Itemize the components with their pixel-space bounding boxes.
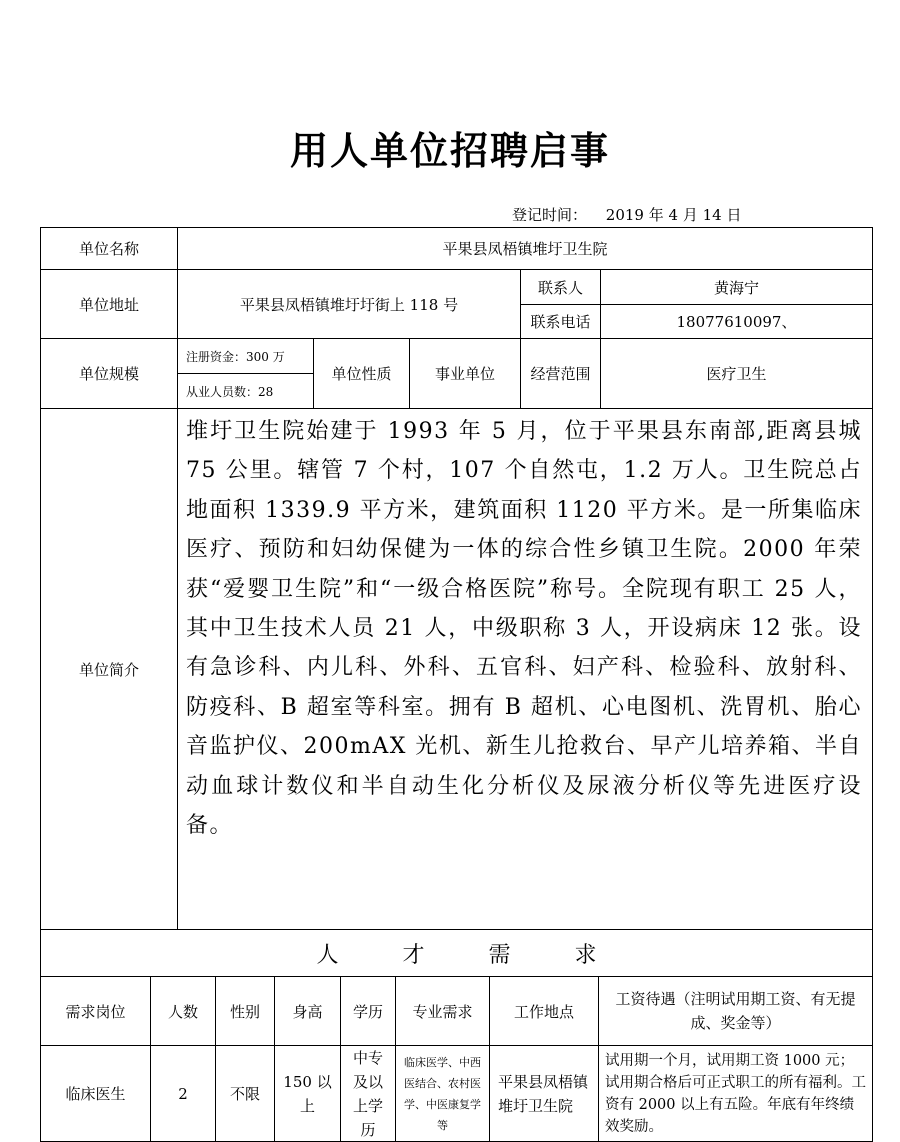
header-education: 学历 <box>352 1002 383 1021</box>
header-position: 需求岗位 <box>65 1002 126 1021</box>
business-scope-label: 经营范围 <box>530 365 591 383</box>
row-gender: 不限 <box>229 1085 260 1103</box>
header-gender: 性别 <box>229 1002 260 1021</box>
unit-scale-label: 单位规模 <box>78 365 139 383</box>
header-salary: 工资待遇（注明试用期工资、有无提成、奖金等） <box>615 990 856 1032</box>
unit-name-label: 单位名称 <box>78 240 139 258</box>
staff-count: 从业人员数：28 <box>186 384 274 399</box>
needs-title-char: 求 <box>574 942 597 968</box>
page-title: 用人单位招聘启事 <box>289 128 610 173</box>
contact-value: 黄海宁 <box>713 278 759 297</box>
talent-needs-title <box>41 930 872 976</box>
needs-title-char: 需 <box>488 942 511 968</box>
contact-label: 联系人 <box>537 278 583 297</box>
row-count: 2 <box>178 1084 188 1103</box>
unit-nature-label: 单位性质 <box>331 365 392 383</box>
unit-address-label: 单位地址 <box>78 295 139 314</box>
header-location: 工作地点 <box>513 1002 574 1021</box>
header-height: 身高 <box>292 1002 323 1021</box>
registered-capital: 注册资金：300 万 <box>186 349 285 364</box>
register-time-value: 2019 年 4 月 14 日 <box>605 206 742 224</box>
row-location: 平果县凤梧镇堆圩卫生院 <box>498 1072 589 1115</box>
phone-value: 18077610097、 <box>676 313 797 331</box>
unit-intro-text: 堆圩卫生院始建于 1993 年 5 月，位于平果县东南部,距离县城 75 公里。辖管 7 个村，107 个自然屯，1.2 万人。卫生院总占地面积 1339.9 平方米，建筑面积 1120 平方米。是一所集临床医疗、预防和妇幼保健为一体的综合性乡镇卫生院。2000 年荣获“爱婴卫生院”和“一级合格医院”称号。全院现有职工 25 人，其中卫生技术人员 21 人，中级职称 3 人，开设病床 12 张。设有急诊科、内儿科、外科、五官科、妇产科、检验科、放射科、防疫科、B 超室等科室。拥有 B 超机、心电图机、洗胃机、胎心音监护仪、200mAX 光机、新生儿抢救台、早产儿培养箱、半自动血球计数仪和半自动生化分析仪及尿液分析仪等先进医疗设备。 <box>186 419 862 839</box>
header-count: 人数 <box>167 1002 198 1021</box>
business-scope-value: 医疗卫生 <box>706 365 767 383</box>
header-major: 专业需求 <box>412 1002 473 1021</box>
unit-nature-value: 事业单位 <box>434 365 495 383</box>
unit-intro-label: 单位简介 <box>78 660 139 679</box>
register-time-label: 登记时间： <box>512 206 588 224</box>
row-education: 中专及以上学历 <box>352 1048 383 1139</box>
unit-address-value: 平果县凤梧镇堆圩圩街上 118 号 <box>239 295 459 314</box>
row-position: 临床医生 <box>65 1085 126 1103</box>
needs-title-char: 才 <box>402 942 425 968</box>
row-salary: 试用期一个月，试用期工资 1000 元；试用期合格后可正式职工的所有福利。工资有 2000 以上有五险。年底有年终绩效奖励。 <box>605 1052 866 1135</box>
unit-name-value: 平果县凤梧镇堆圩卫生院 <box>442 240 608 258</box>
phone-label: 联系电话 <box>530 313 591 331</box>
row-major: 临床医学、中西医结合、农村医学、中医康复学等 <box>404 1055 481 1132</box>
needs-title-char: 人 <box>316 942 339 968</box>
row-height: 150 以上 <box>283 1072 332 1115</box>
